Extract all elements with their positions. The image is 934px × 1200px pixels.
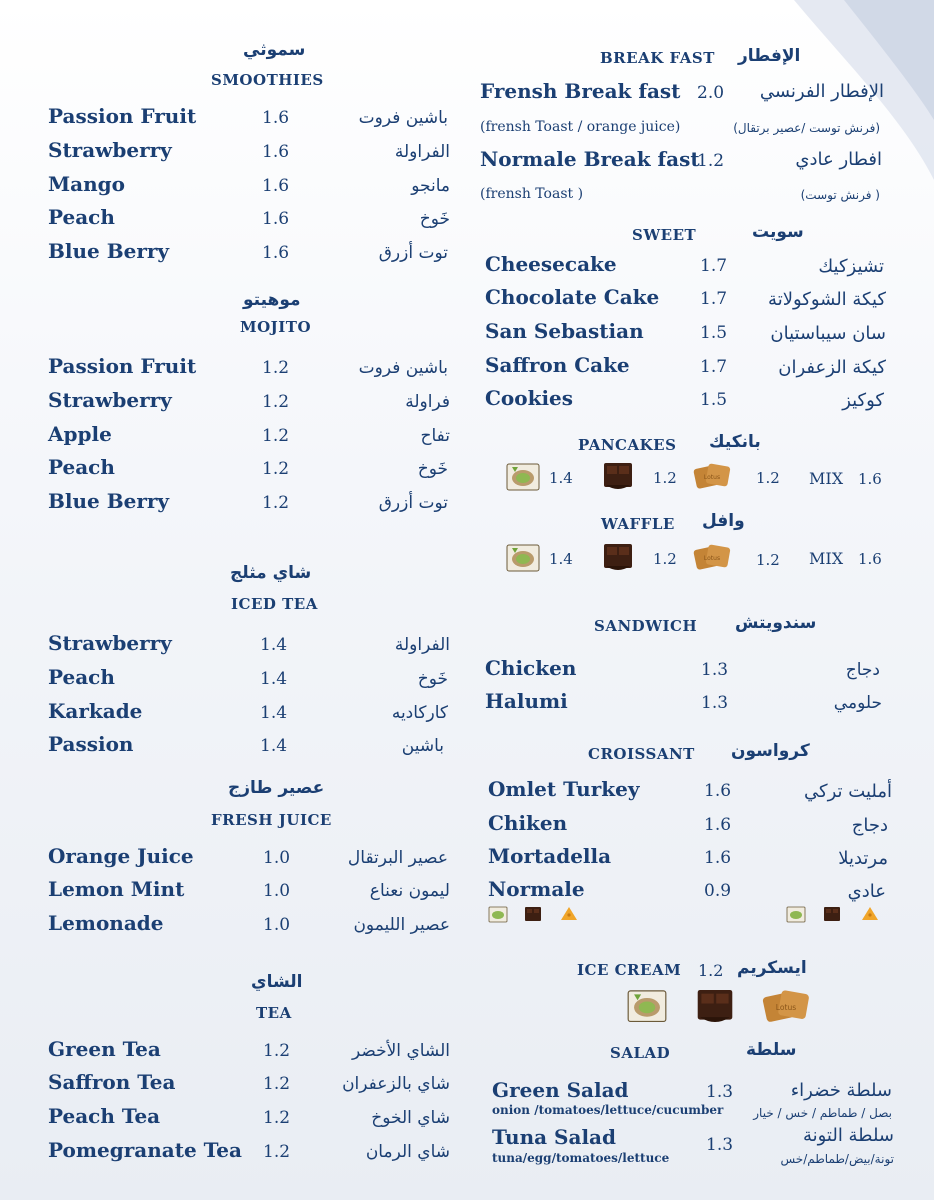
chocolate-icon	[523, 905, 543, 923]
item-name-ar: سلطة التونة	[802, 1125, 894, 1146]
item-name-ar: شاي الخوخ	[371, 1108, 450, 1128]
waffle-title-en: WAFFLE	[601, 515, 675, 533]
waffle-mix-label: MIX	[809, 549, 844, 568]
item-price: 1.6	[704, 848, 732, 868]
item-price: 1.0	[263, 881, 291, 901]
item-name: Blue Berry	[48, 489, 170, 513]
item-name-ar: باشين فروت	[358, 108, 448, 128]
item-price: 1.5	[700, 323, 728, 343]
waffle-lotus-price: 1.2	[756, 551, 780, 569]
chocolate-icon	[694, 985, 736, 1027]
item-name-ar: حلومي	[833, 693, 882, 713]
item-name-ar: دجاج	[845, 660, 880, 680]
item-name-ar: عصير الليمون	[353, 915, 450, 935]
item-name: Frensh Break fast	[480, 79, 681, 103]
item-name-ar: الفراولة	[394, 635, 450, 655]
item-name-ar: كيكة الزعفران	[778, 357, 886, 378]
item-name-ar: كوكيز	[842, 390, 884, 411]
breakfast-title-ar: الإفطار	[738, 46, 801, 66]
item-description: (frensh Toast / orange juice)	[480, 119, 681, 135]
item-price: 1.4	[260, 703, 288, 723]
mojito-title-ar: موهيتو	[243, 290, 301, 310]
item-description: tuna/egg/tomatoes/lettuce	[492, 1151, 670, 1165]
sweet-title-ar: سويت	[752, 222, 804, 242]
cheese-icon	[559, 905, 579, 923]
item-name: Lemon Mint	[48, 877, 185, 901]
ice-cream-title-ar: ايسكريم	[737, 958, 807, 978]
iced-tea-title-ar: شاي مثلج	[230, 563, 312, 583]
item-name-ar: خَوخ	[417, 669, 448, 689]
croissant-title-en: CROISSANT	[588, 745, 695, 763]
item-price: 1.7	[700, 289, 728, 309]
item-price: 1.6	[262, 209, 290, 229]
item-name-ar: سلطة خضراء	[790, 1080, 892, 1101]
chocolate-icon	[601, 542, 635, 572]
item-name: Strawberry	[48, 138, 172, 162]
item-price: 1.6	[704, 815, 732, 835]
item-name-ar: ليمون نعناع	[369, 881, 450, 901]
item-name-ar: عادي	[847, 881, 886, 902]
tea-title-en: TEA	[256, 1004, 292, 1022]
item-price: 1.2	[263, 1108, 291, 1128]
pancake-mix-price: 1.6	[858, 470, 882, 488]
item-name-ar: الفراولة	[394, 142, 450, 162]
item-name-ar: الإفطار الفرنسي	[759, 81, 884, 102]
item-name-ar: عصير البرتقال	[347, 848, 448, 868]
item-name: Mango	[48, 172, 125, 196]
item-name: Orange Juice	[48, 844, 194, 868]
svg-text:Lotus: Lotus	[775, 1002, 797, 1012]
chocolate-icon	[822, 905, 842, 923]
item-name-ar: شاي بالزعفران	[342, 1074, 450, 1094]
smoothies-title-en: SMOOTHIES	[211, 71, 324, 89]
svg-text:Lotus: Lotus	[703, 474, 721, 481]
pistachio-icon	[488, 905, 508, 923]
item-name: Blue Berry	[48, 239, 170, 263]
item-description-ar: (فرنش توست /عصير برتقال)	[733, 121, 880, 135]
pistachio-icon	[506, 542, 540, 572]
fresh-juice-title-ar: عصير طازج	[228, 778, 325, 798]
item-price: 1.2	[262, 358, 290, 378]
pancakes-title-en: PANCAKES	[578, 436, 677, 454]
item-name: Strawberry	[48, 631, 172, 655]
item-name: Cookies	[485, 386, 574, 410]
item-price: 1.2	[262, 493, 290, 513]
item-price: 1.7	[700, 357, 728, 377]
item-name: Mortadella	[488, 844, 612, 868]
item-price: 1.2	[697, 151, 725, 171]
item-name: Peach	[48, 665, 115, 689]
ice-cream-title-en: ICE CREAM	[577, 961, 682, 979]
item-price: 1.3	[706, 1135, 734, 1155]
iced-tea-title-en: ICED TEA	[231, 595, 318, 613]
item-price: 1.6	[262, 142, 290, 162]
item-name: Peach Tea	[48, 1104, 161, 1128]
fresh-juice-title-en: FRESH JUICE	[211, 811, 332, 829]
item-description: (frensh Toast )	[480, 186, 584, 202]
item-name: Passion Fruit	[48, 354, 197, 378]
item-description-ar: بصل / طماطم / خس / خيار	[753, 1106, 892, 1120]
salad-title-en: SALAD	[610, 1044, 671, 1062]
item-price: 1.2	[263, 1041, 291, 1061]
item-name: Chicken	[485, 656, 577, 680]
item-price: 1.0	[263, 915, 291, 935]
waffle-chocolate-price: 1.2	[653, 550, 677, 568]
mojito-title-en: MOJITO	[240, 318, 312, 336]
item-name: Peach	[48, 455, 115, 479]
pistachio-icon	[627, 985, 667, 1025]
item-name-ar: كيكة الشوكولاتة	[768, 289, 886, 310]
pistachio-icon	[786, 905, 806, 923]
item-name: Halumi	[485, 689, 568, 713]
salad-title-ar: سلطة	[746, 1040, 797, 1060]
item-name-ar: باشين	[401, 736, 444, 756]
item-name: Lemonade	[48, 911, 164, 935]
item-price: 1.6	[704, 781, 732, 801]
item-name-ar: توت أزرق	[378, 243, 448, 263]
item-price: 1.4	[260, 736, 288, 756]
item-price: 1.0	[263, 848, 291, 868]
item-name: Tuna Salad	[492, 1125, 616, 1149]
chocolate-icon	[601, 461, 635, 491]
item-name: Passion	[48, 732, 134, 756]
item-name: Saffron Tea	[48, 1070, 176, 1094]
item-name-ar: تفاح	[420, 426, 450, 446]
lotus-biscuit-icon	[693, 461, 731, 491]
item-name-ar: تشيزكيك	[818, 256, 884, 277]
decorative-swirl	[734, 0, 934, 210]
pancake-mix-label: MIX	[809, 469, 844, 488]
item-name: Normale	[488, 877, 585, 901]
item-price: 1.2	[262, 459, 290, 479]
sandwich-title-ar: سندويتش	[735, 613, 817, 633]
item-name: Passion Fruit	[48, 104, 197, 128]
item-price: 1.3	[706, 1082, 734, 1102]
item-name-ar: باشين فروت	[358, 358, 448, 378]
breakfast-title-en: BREAK FAST	[600, 49, 715, 67]
item-name: Saffron Cake	[485, 353, 630, 377]
item-price: 1.4	[260, 669, 288, 689]
item-name-ar: سان سيباستيان	[770, 323, 886, 344]
item-name: Chocolate Cake	[485, 285, 660, 309]
item-price: 1.6	[262, 176, 290, 196]
item-name-ar: توت أزرق	[378, 493, 448, 513]
pancake-chocolate-price: 1.2	[653, 469, 677, 487]
lotus-biscuit-icon	[693, 542, 731, 572]
item-description: onion /tomatoes/lettuce/cucumber	[492, 1103, 724, 1117]
item-price: 1.3	[701, 693, 729, 713]
item-price: 1.2	[263, 1142, 291, 1162]
item-description-ar: ( فرنش توست)	[800, 188, 880, 202]
item-name: Cheesecake	[485, 252, 617, 276]
cheese-icon	[860, 905, 880, 923]
svg-text:Lotus: Lotus	[703, 555, 721, 562]
item-name: Omlet Turkey	[488, 777, 640, 801]
item-name: Peach	[48, 205, 115, 229]
item-price: 1.2	[263, 1074, 291, 1094]
item-name: Pomegranate Tea	[48, 1138, 242, 1162]
ice-cream-price: 1.2	[698, 961, 724, 980]
sandwich-title-en: SANDWICH	[594, 617, 698, 635]
item-price: 1.3	[701, 660, 729, 680]
pancake-pistachio-price: 1.4	[549, 469, 573, 487]
item-name: Apple	[48, 422, 112, 446]
item-name-ar: مرتديلا	[838, 848, 888, 869]
item-name: Green Tea	[48, 1037, 161, 1061]
waffle-title-ar: وافل	[702, 511, 745, 531]
item-name-ar: خَوخ	[417, 459, 448, 479]
item-price: 1.5	[700, 390, 728, 410]
item-price: 1.2	[262, 392, 290, 412]
item-name: Chiken	[488, 811, 568, 835]
item-name: Karkade	[48, 699, 143, 723]
item-name: Normale Break fast	[480, 147, 700, 171]
item-name-ar: مانجو	[411, 176, 450, 196]
item-name-ar: دجاج	[851, 815, 888, 836]
item-name: Green Salad	[492, 1078, 629, 1102]
item-price: 1.4	[260, 635, 288, 655]
item-description-ar: تونة/بيض/طماطم/خس	[780, 1152, 894, 1166]
item-name-ar: كاركاديه	[391, 703, 448, 723]
tea-title-ar: الشاي	[251, 972, 303, 992]
item-price: 1.6	[262, 243, 290, 263]
smoothies-title-ar: سموثي	[243, 40, 306, 60]
sweet-title-en: SWEET	[632, 226, 697, 244]
item-name-ar: أمليت تركي	[804, 781, 892, 802]
lotus-biscuit-icon	[762, 985, 810, 1027]
item-price: 1.6	[262, 108, 290, 128]
item-name-ar: افطار عادي	[795, 149, 882, 170]
item-price: 1.7	[700, 256, 728, 276]
item-name-ar: خَوخ	[419, 209, 450, 229]
item-name-ar: الشاي الأخضر	[351, 1041, 450, 1061]
item-name-ar: شاي الرمان	[365, 1142, 450, 1162]
item-name: San Sebastian	[485, 319, 644, 343]
waffle-mix-price: 1.6	[858, 550, 882, 568]
pancakes-title-ar: بانكيك	[709, 432, 761, 452]
waffle-pistachio-price: 1.4	[549, 550, 573, 568]
pancake-lotus-price: 1.2	[756, 469, 780, 487]
item-price: 1.2	[262, 426, 290, 446]
croissant-title-ar: كرواسون	[731, 741, 810, 761]
item-name: Strawberry	[48, 388, 172, 412]
item-name-ar: فراولة	[405, 392, 450, 412]
item-price: 2.0	[697, 83, 725, 103]
pistachio-icon	[506, 461, 540, 491]
item-price: 0.9	[704, 881, 732, 901]
